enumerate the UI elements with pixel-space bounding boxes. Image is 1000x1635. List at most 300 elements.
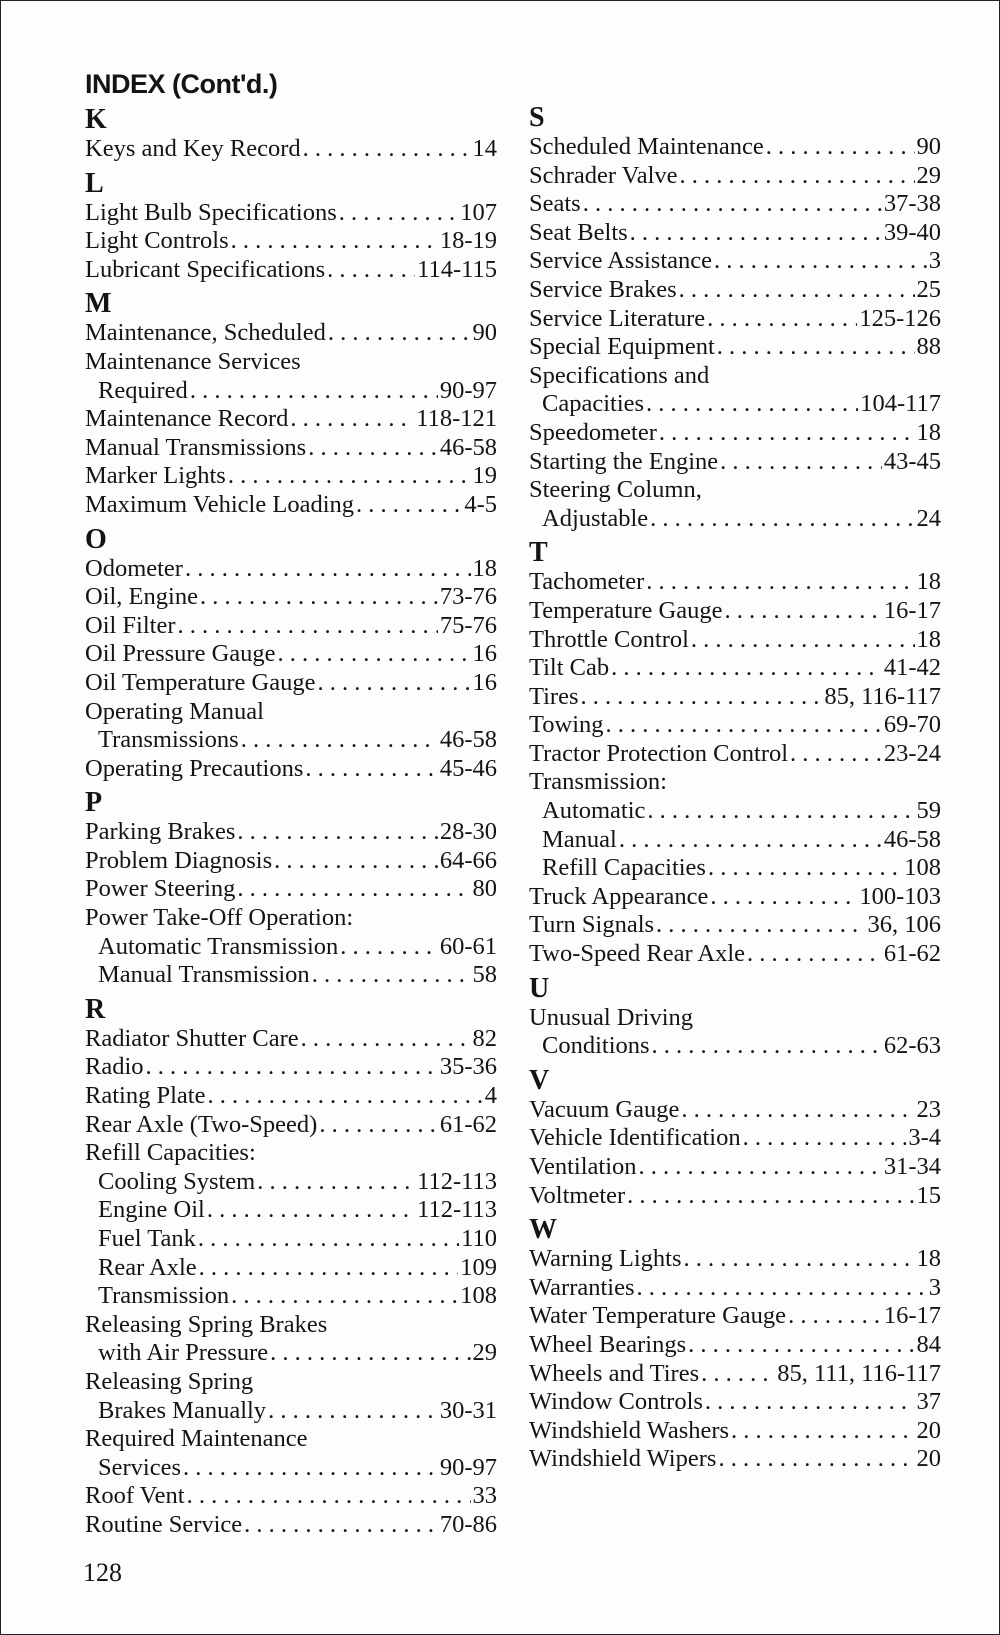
dot-leader [646, 390, 858, 419]
dot-leader [788, 1302, 882, 1331]
entry-label: Service Brakes [529, 275, 677, 303]
dot-leader [303, 135, 471, 164]
entry-pages: 70-86 [439, 1510, 497, 1538]
entry-label: Required Maintenance [85, 1425, 308, 1453]
index-entry-releasing-spring [85, 1368, 497, 1397]
entry-pages: 59 [916, 797, 941, 825]
dot-leader [718, 1445, 914, 1474]
entry-label: Lubricant Specifications [85, 255, 326, 283]
dot-leader [187, 1482, 471, 1511]
index-entry-rear-axle-two-speed [85, 1111, 497, 1140]
entry-pages: 43-45 [883, 447, 941, 475]
entry-pages: 20 [916, 1445, 941, 1473]
entry-pages: 18-19 [439, 227, 497, 255]
section-letter: R [85, 993, 106, 1025]
index-entry-maintenance-record [85, 405, 497, 434]
index-entry-towing [529, 711, 941, 740]
dot-leader [185, 555, 471, 584]
index-entry-speedometer [529, 419, 941, 448]
dot-leader [319, 1111, 438, 1140]
entry-pages: 61-62 [883, 940, 941, 968]
dot-leader [290, 405, 414, 434]
index-entry-temperature-gauge [529, 597, 941, 626]
dot-leader [725, 597, 882, 626]
entry-label: Engine Oil [98, 1196, 205, 1224]
dot-leader [301, 1025, 471, 1054]
index-entry-releasing-spring-brakes [85, 1311, 497, 1340]
dot-leader [207, 1196, 415, 1225]
entry-label: Maintenance Record [85, 405, 289, 433]
dot-leader [308, 434, 438, 463]
entry-label: Maximum Vehicle Loading [85, 490, 354, 518]
entry-label: Refill Capacities: [85, 1139, 256, 1167]
entry-pages: 28-30 [439, 818, 497, 846]
index-entry-truck-appearance [529, 883, 941, 912]
dot-leader [356, 491, 462, 520]
index-entry-oil-filter [85, 612, 497, 641]
entry-label: Wheels and Tires [529, 1359, 700, 1387]
dot-leader [268, 1397, 438, 1426]
index-entry-oil-pressure-gauge [85, 640, 497, 669]
entry-label: Automatic [542, 797, 646, 825]
index-entry-maintenance-services [85, 348, 497, 377]
entry-pages: 46-58 [439, 726, 497, 754]
dot-leader [731, 1417, 914, 1446]
dot-leader [327, 256, 415, 285]
index-entry-cooling-system [85, 1168, 497, 1197]
entry-pages: 100-103 [859, 882, 941, 910]
section-letter: T [529, 537, 548, 569]
entry-label: Steering Column, [529, 476, 702, 504]
entry-pages: 23-24 [883, 739, 941, 767]
index-entry-power-steering [85, 875, 497, 904]
entry-label: Towing [529, 711, 604, 739]
section-letter: S [529, 102, 545, 133]
entry-label: Truck Appearance [529, 882, 709, 910]
entry-pages: 18 [916, 568, 941, 596]
entry-label: Oil Filter [85, 611, 176, 639]
index-entry-steering-column [529, 476, 941, 505]
entry-pages: 18 [472, 554, 497, 582]
dot-leader [318, 669, 471, 698]
dot-leader [681, 1096, 914, 1125]
index-entry-required-maintenance [85, 1425, 497, 1454]
dot-leader [688, 1331, 914, 1360]
entry-label: Conditions [542, 1032, 650, 1060]
index-entry-wheel-bearings [529, 1331, 941, 1360]
entry-pages: 62-63 [883, 1032, 941, 1060]
entry-pages: 104-117 [860, 390, 941, 418]
dot-leader [606, 711, 882, 740]
entry-label: Odometer [85, 554, 183, 582]
index-entry-voltmeter [529, 1182, 941, 1211]
entry-label: Windshield Washers [529, 1416, 730, 1444]
entry-pages: 31-34 [883, 1153, 941, 1180]
index-entry-transmission [85, 1282, 497, 1311]
entry-label: Releasing Spring [85, 1367, 254, 1395]
index-entry-services [85, 1454, 497, 1483]
dot-leader [630, 219, 882, 248]
entry-pages: 25 [916, 275, 941, 303]
dot-leader [646, 568, 914, 597]
entry-pages: 46-58 [883, 825, 941, 853]
entry-pages: 90-97 [439, 1453, 497, 1481]
index-entry-required [85, 377, 497, 406]
dot-leader [611, 654, 882, 683]
dot-leader [278, 640, 471, 669]
dot-leader [652, 1032, 882, 1061]
entry-label: Problem Diagnosis [85, 846, 273, 874]
dot-leader [312, 961, 471, 990]
entry-label: Temperature Gauge [529, 596, 723, 624]
index-entry-rating-plate [85, 1082, 497, 1111]
dot-leader [717, 333, 915, 362]
entry-pages: 82 [472, 1024, 497, 1052]
entry-pages: 18 [916, 625, 941, 653]
entry-pages: 30-31 [439, 1396, 497, 1424]
entry-label: Services [98, 1453, 181, 1481]
index-entry-problem-diagnosis [85, 847, 497, 876]
dot-leader [237, 875, 470, 904]
entry-label: Power Steering [85, 875, 236, 903]
entry-pages: 58 [472, 961, 497, 989]
entry-pages: 35-36 [439, 1053, 497, 1081]
dot-leader [237, 818, 437, 847]
dot-leader [257, 1168, 415, 1197]
entry-label: Specifications and [529, 361, 710, 389]
entry-label: Throttle Control [529, 625, 689, 653]
entry-pages: 16 [472, 668, 497, 696]
section-letter: L [85, 167, 104, 199]
entry-pages: 108 [460, 1282, 497, 1310]
entry-label: Seats [529, 190, 581, 218]
entry-pages: 61-62 [439, 1110, 497, 1138]
index-column-right [529, 103, 941, 1479]
entry-label: Service Literature [529, 304, 706, 332]
entry-pages: 3-4 [908, 1124, 941, 1152]
dot-leader [705, 1388, 915, 1417]
entry-label: Scheduled Maintenance [529, 133, 764, 160]
index-entry-maximum-vehicle-loading [85, 491, 497, 520]
entry-pages: 64-66 [439, 846, 497, 874]
index-entry-light-controls [85, 227, 497, 256]
index-section-o [85, 525, 497, 784]
index-entry-tractor-protection-control [529, 740, 941, 769]
entry-pages: 36, 106 [867, 911, 941, 939]
index-section-s [529, 103, 941, 533]
entry-pages: 88 [916, 333, 941, 361]
entry-pages: 90-97 [439, 376, 497, 404]
entry-pages: 33 [472, 1482, 497, 1510]
entry-pages: 19 [472, 462, 497, 490]
index-entry-transmission [529, 768, 941, 797]
entry-label: Tilt Cab [529, 654, 610, 682]
entry-label: Fuel Tank [98, 1225, 196, 1252]
dot-leader [199, 1254, 459, 1283]
section-letter: K [85, 104, 107, 135]
index-entry-brakes-manually [85, 1397, 497, 1426]
entry-label: Turn Signals [529, 911, 655, 939]
index-entry-ventilation [529, 1153, 941, 1182]
entry-label: Speedometer [529, 418, 657, 446]
entry-pages: 108 [904, 854, 941, 882]
entry-label: Adjustable [542, 504, 649, 532]
entry-label: Marker Lights [85, 462, 226, 490]
dot-leader [146, 1053, 438, 1082]
dot-leader [228, 462, 471, 491]
entry-label: Operating Manual [85, 697, 264, 725]
index-entry-unusual-driving [529, 1004, 941, 1033]
index-entry-lubricant-specifications [85, 256, 497, 285]
entry-label: Roof Vent [85, 1482, 185, 1510]
index-entry-roof-vent [85, 1482, 497, 1511]
entry-label: Keys and Key Record [85, 135, 301, 162]
dot-leader [328, 319, 471, 348]
index-entry-windshield-wipers [529, 1445, 941, 1474]
entry-label: Schrader Valve [529, 161, 678, 189]
dot-leader [190, 377, 438, 406]
entry-label: Vehicle Identification [529, 1124, 741, 1152]
index-section-t [529, 538, 941, 968]
index-entry-maintenance-scheduled [85, 319, 497, 348]
section-letter: M [85, 288, 112, 320]
entry-pages: 118-121 [416, 405, 497, 433]
index-entry-light-bulb-specifications [85, 199, 497, 228]
index-entry-capacities [529, 390, 941, 419]
index-entry-tilt-cab [529, 654, 941, 683]
index-entry-engine-oil [85, 1196, 497, 1225]
dot-leader [659, 419, 915, 448]
index-entry-manual-transmission [85, 961, 497, 990]
entry-label: Capacities [542, 390, 645, 418]
index-entry-rear-axle [85, 1254, 497, 1283]
index-entry-special-equipment [529, 333, 941, 362]
dot-leader [270, 1339, 470, 1368]
index-entry-service-brakes [529, 276, 941, 305]
index-section-r [85, 995, 497, 1540]
dot-leader [637, 1274, 927, 1303]
entry-label: Tachometer [529, 568, 645, 596]
index-entry-keys-and-key-record [85, 135, 497, 164]
entry-label: Special Equipment [529, 333, 715, 361]
dot-leader [619, 826, 882, 855]
dot-leader [679, 276, 915, 305]
entry-label: Automatic Transmission [98, 932, 339, 960]
entry-label: Manual [542, 825, 617, 853]
dot-leader [183, 1454, 438, 1483]
entry-label: Refill Capacities [542, 854, 706, 882]
entry-pages: 80 [472, 875, 497, 903]
entry-pages: 29 [916, 161, 941, 189]
index-section-p [85, 788, 497, 990]
entry-label: Light Controls [85, 227, 229, 255]
index-entry-oil-engine [85, 583, 497, 612]
entry-label: Oil Pressure Gauge [85, 640, 276, 668]
index-entry-routine-service [85, 1511, 497, 1540]
page-number: 128 [83, 1558, 122, 1587]
dot-leader [710, 883, 857, 912]
entry-pages: 75-76 [439, 611, 497, 639]
index-section-u [529, 974, 941, 1061]
entry-pages: 85, 111, 116-117 [777, 1359, 941, 1387]
index-entry-water-temperature-gauge [529, 1302, 941, 1331]
entry-pages: 90 [472, 319, 497, 347]
entry-pages: 109 [460, 1253, 497, 1281]
index-entry-warning-lights [529, 1245, 941, 1274]
entry-pages: 69-70 [883, 711, 941, 739]
index-entry-automatic-transmission [85, 933, 497, 962]
entry-label: Parking Brakes [85, 818, 236, 846]
index-entry-scheduled-maintenance [529, 133, 941, 162]
entry-pages: 15 [916, 1181, 941, 1209]
dot-leader [790, 740, 882, 769]
entry-label: Transmission: [529, 768, 667, 796]
index-entry-power-take-off-operation [85, 904, 497, 933]
entry-pages: 84 [916, 1330, 941, 1358]
entry-pages: 73-76 [439, 583, 497, 611]
dot-leader [627, 1182, 914, 1211]
entry-label: Tires [529, 682, 579, 710]
section-letter: W [529, 1214, 557, 1246]
entry-label: Windshield Wipers [529, 1445, 717, 1473]
entry-label: Unusual Driving [529, 1003, 693, 1031]
index-section-w [529, 1215, 941, 1474]
dot-leader [766, 133, 915, 162]
entry-label: Rear Axle [98, 1253, 197, 1281]
entry-pages: 23 [916, 1095, 941, 1123]
dot-leader [708, 854, 902, 883]
entry-label: Water Temperature Gauge [529, 1302, 787, 1330]
dot-leader [639, 1153, 882, 1182]
entry-pages: 46-58 [439, 433, 497, 461]
dot-leader [650, 505, 914, 534]
index-entry-odometer [85, 555, 497, 584]
index-entry-oil-temperature-gauge [85, 669, 497, 698]
index-entry-seats [529, 190, 941, 219]
entry-label: Maintenance, Scheduled [85, 319, 326, 347]
entry-pages: 14 [472, 135, 497, 162]
entry-pages: 3 [928, 1273, 941, 1301]
entry-pages: 16-17 [883, 1302, 941, 1330]
index-column-left [85, 105, 497, 1545]
entry-label: Two-Speed Rear Axle [529, 940, 746, 968]
index-entry-wheels-and-tires [529, 1360, 941, 1389]
index-section-m [85, 289, 497, 519]
entry-label: Brakes Manually [98, 1396, 267, 1424]
index-entry-fuel-tank [85, 1225, 497, 1254]
entry-pages: 112-113 [417, 1196, 497, 1224]
index-entry-radiator-shutter-care [85, 1025, 497, 1054]
index-entry-vehicle-identification [529, 1124, 941, 1153]
entry-pages: 4-5 [464, 490, 497, 518]
index-entry-two-speed-rear-axle [529, 940, 941, 969]
dot-leader [231, 1282, 458, 1311]
entry-label: Radiator Shutter Care [85, 1024, 299, 1052]
index-entry-schrader-valve [529, 162, 941, 191]
index-entry-radio [85, 1053, 497, 1082]
entry-pages: 90 [916, 133, 941, 160]
index-entry-specifications-and [529, 362, 941, 391]
index-entry-windshield-washers [529, 1417, 941, 1446]
entry-pages: 16 [472, 640, 497, 668]
entry-pages: 85, 116-117 [824, 682, 941, 710]
dot-leader [580, 683, 822, 712]
entry-pages: 18 [916, 418, 941, 446]
section-letter: U [529, 972, 550, 1004]
index-section-v [529, 1066, 941, 1210]
index-entry-manual-transmissions [85, 434, 497, 463]
index-entry-tachometer [529, 568, 941, 597]
entry-label: Vacuum Gauge [529, 1095, 680, 1123]
dot-leader [340, 933, 438, 962]
entry-pages: 16-17 [883, 596, 941, 624]
dot-leader [231, 227, 438, 256]
dot-leader [747, 940, 882, 969]
entry-label: Oil, Engine [85, 583, 198, 611]
index-entry-turn-signals [529, 911, 941, 940]
entry-pages: 112-113 [417, 1167, 497, 1195]
dot-leader [305, 755, 437, 784]
entry-label: Releasing Spring Brakes [85, 1310, 328, 1338]
index-entry-service-assistance [529, 247, 941, 276]
dot-leader [714, 247, 927, 276]
dot-leader [198, 1225, 459, 1254]
dot-leader [656, 911, 865, 940]
entry-label: Required [98, 376, 188, 404]
entry-label: Radio [85, 1053, 144, 1081]
entry-label: Cooling System [98, 1167, 256, 1195]
index-entry-marker-lights [85, 462, 497, 491]
dot-leader [207, 1082, 482, 1111]
entry-label: Wheel Bearings [529, 1330, 687, 1358]
dot-leader [200, 583, 438, 612]
entry-label: Transmission [98, 1282, 230, 1310]
index-entry-adjustable [529, 505, 941, 534]
entry-label: Warning Lights [529, 1245, 682, 1273]
entry-label: Maintenance Services [85, 347, 301, 375]
index-entry-manual [529, 826, 941, 855]
index-entry-service-literature [529, 305, 941, 334]
dot-leader [684, 1245, 915, 1274]
entry-label: Oil Temperature Gauge [85, 668, 316, 696]
entry-label: Rating Plate [85, 1082, 206, 1110]
index-entry-starting-the-engine [529, 448, 941, 477]
entry-label: Rear Axle (Two-Speed) [85, 1110, 318, 1138]
entry-label: Operating Precautions [85, 754, 304, 782]
entry-label: Power Take-Off Operation: [85, 904, 354, 932]
index-section-k [85, 105, 497, 164]
index-entry-with-air-pressure [85, 1339, 497, 1368]
index-entry-parking-brakes [85, 818, 497, 847]
entry-label: Service Assistance [529, 247, 713, 275]
entry-pages: 37-38 [883, 190, 941, 218]
dot-leader [701, 1360, 775, 1389]
entry-label: Ventilation [529, 1153, 637, 1180]
index-entry-seat-belts [529, 219, 941, 248]
entry-pages: 110 [461, 1225, 497, 1252]
dot-leader [241, 726, 438, 755]
index-entry-tires [529, 683, 941, 712]
dot-leader [720, 448, 882, 477]
entry-label: Window Controls [529, 1388, 703, 1416]
dot-leader [707, 305, 857, 334]
entry-pages: 39-40 [883, 218, 941, 246]
index-entry-window-controls [529, 1388, 941, 1417]
entry-label: Starting the Engine [529, 447, 719, 475]
dot-leader [647, 797, 914, 826]
entry-label: Manual Transmission [98, 961, 310, 989]
section-letter: P [85, 787, 103, 819]
